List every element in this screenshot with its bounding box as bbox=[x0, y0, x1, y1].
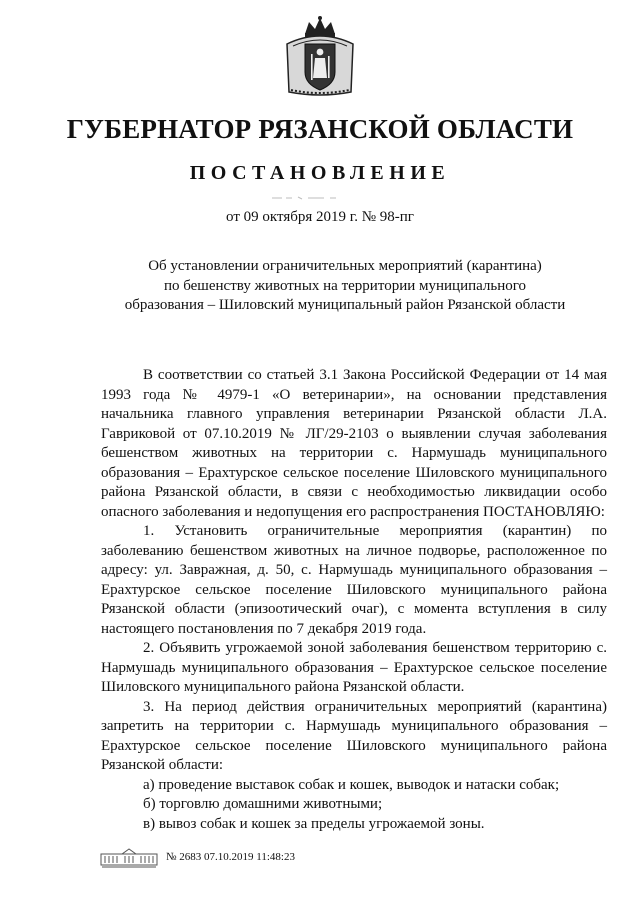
registration-number-timestamp: № 2683 07.10.2019 11:48:23 bbox=[166, 851, 295, 863]
clause-2: 2. Объявить угрожаемой зоной заболевания бешенством территорию с. Нармушадь муниципального образования – Ерахтурское сельское поселение Шиловского муниципального района Рязанской области. bbox=[101, 640, 607, 695]
document-date-number: от 09 октября 2019 г. № 98-пг bbox=[226, 209, 414, 225]
coat-of-arms-emblem-icon bbox=[283, 14, 357, 98]
document-title bbox=[100, 257, 590, 316]
title-line: по бешенству животных на территории муниципального bbox=[163, 277, 527, 294]
clause-3: 3. На период действия ограничительных мероприятий (карантина) запретить на территории с. Нармушадь муниципального образования – Ерахтурское сельское поселение Шиловского муниципального района Рязанской области: bbox=[101, 698, 607, 773]
clause-3b: б) торговлю домашними животными; bbox=[143, 796, 383, 812]
clause-3c: в) вывоз собак и кошек за пределы угрожаемой зоны. bbox=[143, 815, 485, 832]
title-line: Об установлении ограничительных мероприятий (карантина) bbox=[148, 258, 542, 274]
faint-scan-marks bbox=[272, 196, 350, 200]
document-body bbox=[101, 366, 607, 834]
document-type: ПОСТАНОВЛЕНИЕ bbox=[189, 162, 451, 184]
preamble-paragraph: В соответствии со статьей 3.1 Закона Российской Федерации от 14 мая 1993 года № 4979-1 «О ветеринарии», на основании представления начальника главного управления ветеринарии Рязанской области Л.А. Гавриковой от 07.10.2019 № ЛГ/29-2103 о выявлении случая заболевания бешенством животных на территории с. Нармушадь муниципального образования – Ерахтурское сельское поселение Шиловского муниципального района Рязанской области, в связи с необходимостью ликвидации особо опасного заболевания и недопущения его распространения ПОСТАНОВЛЯЮ: bbox=[101, 367, 607, 520]
registry-building-stamp-icon bbox=[100, 848, 158, 868]
title-line: образования – Шиловский муниципальный район Рязанской области bbox=[124, 297, 566, 313]
clause-3a: а) проведение выставок собак и кошек, выводок и натаски собак; bbox=[143, 776, 560, 793]
issuer-heading: ГУБЕРНАТОР РЯЗАНСКОЙ ОБЛАСТИ bbox=[66, 114, 574, 144]
clause-1: 1. Установить ограничительные мероприятия (карантин) по заболеванию бешенством животных на личное подворье, расположенное по адресу: ул. Завражная, д. 50, с. Нармушадь муниципального образования – Ерахтурское сельское поселение Шиловского муниципального района Рязанской области (эпизоотический очаг), с момента вступления в силу настоящего постановления по 7 декабря 2019 года. bbox=[101, 523, 607, 637]
